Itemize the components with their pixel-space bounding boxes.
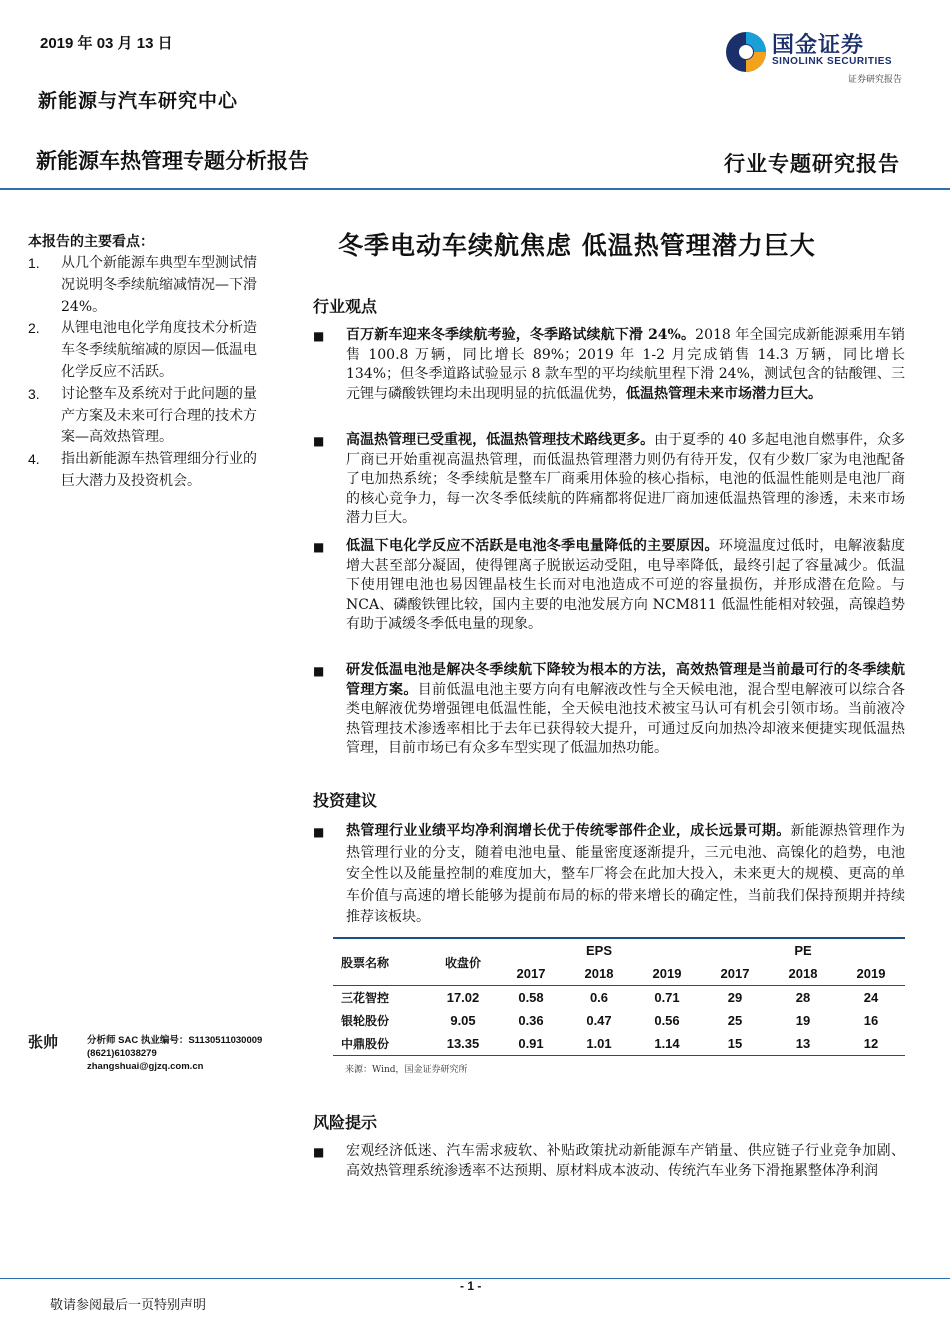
bullet-lead: 热管理行业业绩平均净利润增长优于传统零部件企业，成长远景可期。 [346,823,791,839]
highlights-list [28,253,258,493]
pe-2018: 19 [795,1013,811,1028]
stock-name: 中鼎股份 [333,1032,429,1056]
table-source: 来源：Wind，国金证券研究所 [345,1065,468,1075]
analyst-email[interactable]: zhangshuai@gjzq.com.cn [87,1061,204,1072]
main-title: 冬季电动车续航焦虑 低温热管理潜力巨大 [338,231,816,260]
bullet-body: 新能源热管理作为热管理行业的分支，随着电池电量、能量密度逐渐提升，三元电池、高镍化的趋势，电池安全性以及能量控制的难度加大，整车厂将会在此加大投入，未来更大的规模、更高的单车价值与高速的增长能够为提前布局的标的带来增长的确定性，当前我们保持预期并持续推荐该板块。 [346,823,906,925]
close-price: 13.35 [429,1032,497,1056]
table-header-row [333,938,905,962]
bullet-text [346,326,905,404]
highlight-number: 4. [28,451,40,468]
analyst-license: 分析师 SAC 执业编号：S1130511030009 [87,1035,263,1046]
table-row [333,986,905,1010]
year-header: 2019 [856,966,886,981]
highlight-item [28,449,258,493]
col-stock-name: 股票名称 [333,938,429,986]
highlight-text: 从锂电池电化学角度技术分析造车冬季续航缩减的原因—低温电化学反应不活跃。 [61,320,257,380]
research-center: 新能源与汽车研究中心 [38,90,239,112]
bullet-paragraph [313,1141,905,1181]
bullet-lead: 高温热管理已受重视，低温热管理技术路线更多。 [346,432,655,448]
group-pe: PE [701,938,905,962]
pe-2017: 29 [701,986,769,1010]
eps-2018: 1.01 [565,1032,633,1056]
bullet-paragraph [313,326,905,404]
bullet-paragraph [313,537,905,635]
pe-2017: 15 [701,1032,769,1056]
highlight-number: 2. [28,320,40,337]
bullet-text [346,661,905,759]
table-row [333,1032,905,1056]
year-header: 2018 [584,966,614,981]
header-divider [0,188,950,190]
bullet-lead: 研发低温电池是解决冬季续航下降较为根本的方法，高效热管理是当前最可行的冬季续航管理方案。 [346,662,905,698]
eps-2017: 0.58 [497,986,565,1010]
logo-cn-text: 国金证券 [772,33,865,58]
close-price: 17.02 [429,986,497,1010]
bullet-lead: 百万新车迎来冬季续航考验，冬季路试续航下滑 24%。 [346,327,696,343]
eps-2017: 0.91 [497,1032,565,1056]
pe-2019: 12 [837,1032,905,1056]
bullet-text [346,821,905,929]
logo-en-text: SINOLINK SECURITIES [772,56,893,67]
pe-2018: 13 [769,1032,837,1056]
highlight-item [28,384,258,449]
square-bullet-icon: ■ [313,434,325,448]
col-close-price: 收盘价 [429,938,497,986]
disclaimer-note: 敬请参阅最后一页特别声明 [50,1298,207,1313]
year-header: 2017 [516,966,546,981]
stock-name: 银轮股份 [341,1014,390,1028]
logo-sub-text: 证券研究报告 [847,75,902,85]
bullet-text [346,431,905,529]
bullet-lead: 低温下电化学反应不活跃是电池冬季电量降低的主要原因。 [346,538,719,554]
eps-2019: 0.56 [654,1013,680,1028]
eps-2019: 1.14 [633,1032,701,1056]
report-type: 行业专题研究报告 [724,151,900,176]
year-header: 2019 [652,966,682,981]
analyst-info [87,1034,262,1073]
bullet-body: 由于夏季的 40 多起电池自燃事件，众多厂商已开始重视高温热管理，而低温热管理潜力则仍有待开发，仅有少数厂家为电池配备了电加热系统；冬季续航是整车厂商乘用体验的核心指标，电池的低温性能则是电池厂商的核心竞争力，每一次冬季低续航的阵痛都将促进厂商加速低温热管理的渗透，未来市场潜力巨大。 [346,432,906,526]
square-bullet-icon: ■ [313,664,325,678]
year-header: 2017 [720,966,750,981]
highlight-number: 1. [28,255,40,271]
highlight-text: 从几个新能源车典型车型测试情况说明冬季续航缩减情况—下滑 24%。 [61,255,257,315]
bullet-tail: 低温热管理未来市场潜力巨大。 [626,385,822,402]
sinolink-logo [722,26,906,86]
group-eps: EPS [497,938,701,962]
report-title: 新能源车热管理专题分析报告 [36,149,309,173]
highlight-number: 3. [28,385,40,402]
eps-2018: 0.6 [565,986,633,1010]
bullet-paragraph [313,661,905,759]
bullet-paragraph [313,821,905,929]
bullet-text [346,537,905,635]
square-bullet-icon: ■ [313,329,325,343]
square-bullet-icon: ■ [313,825,325,839]
eps-2018: 0.47 [586,1013,612,1028]
eps-2019: 0.71 [633,986,701,1010]
bullet-text: 宏观经济低迷、汽车需求疲软、补贴政策扰动新能源车产销量、供应链子行业竞争加剧、高效热管理系统渗透率不达预期、原材料成本波动、传统汽车业务下滑拖累整体净利润 [346,1143,905,1179]
bullet-body: 2018 年全国完成新能源乘用车销售 100.8 万辆，同比增长 89%；2019 年 1-2 月完成销售 14.3 万辆，同比增长 134%；但冬季道路试验显示 8 款车型的平均续航里程下滑 24%，测试包含的钴酸锂、三元锂与磷酸铁锂均未出现明显的抗低温优势， [346,327,905,402]
section-heading-investment: 投资建议 [313,791,378,810]
bullet-paragraph [313,431,905,529]
highlights-heading: 本报告的主要看点： [28,234,154,250]
section-heading-industry-view: 行业观点 [313,297,378,316]
pe-2018: 28 [769,986,837,1010]
square-bullet-icon: ■ [313,540,325,554]
bullet-body: 环境温度过低时，电解液黏度增大甚至部分凝固，使得锂离子脱嵌运动受阻，电导率降低，最终引起了容量减少。低温下使用锂电池也易因锂晶枝生长而对电池造成不可逆的容量损伤，并形成潜在危险。与 NCA、磷酸铁锂比较，国内主要的电池发展方向 NCM811 低温性能相对较强，高镍趋势有助于减缓冬季低电量的现象。 [346,538,906,632]
pe-2019: 24 [837,986,905,1010]
square-bullet-icon: ■ [313,1145,325,1159]
analyst-name: 张帅 [28,1033,59,1051]
table-row [333,1009,905,1032]
highlight-text: 讨论整车及系统对于此问题的量产方案及未来可行合理的技术方案—高效热管理。 [61,385,257,446]
report-date: 2019 年 03 月 13 日 [40,35,173,52]
page-number: - 1 - [460,1279,482,1293]
pe-2019: 16 [863,1013,879,1028]
close-price: 9.05 [450,1013,476,1028]
eps-2017: 0.36 [518,1013,544,1028]
highlight-text: 指出新能源车热管理细分行业的巨大潜力及投资机会。 [61,451,257,489]
year-header: 2018 [788,966,818,981]
analyst-phone: (8621)61038279 [87,1048,157,1059]
stock-name: 三花智控 [333,986,429,1010]
valuation-table [333,937,905,1056]
highlight-item [28,253,258,318]
section-heading-risk: 风险提示 [313,1113,378,1132]
sinolink-logo-icon [724,30,768,74]
pe-2017: 25 [727,1013,743,1028]
bullet-body: 目前低温电池主要方向有电解液改性与全天候电池，混合型电解液可以综合各类电解液优势增强锂电低温性能，全天候电池技术被宝马认可有机会引领市场。当前液冷热管理技术渗透率相比于去年已获得较大提升，可通过反向加热冷却液来便捷实现低温热管理，目前市场已有众多车型实现了低温加热功能。 [346,681,906,756]
highlight-item [28,318,258,383]
